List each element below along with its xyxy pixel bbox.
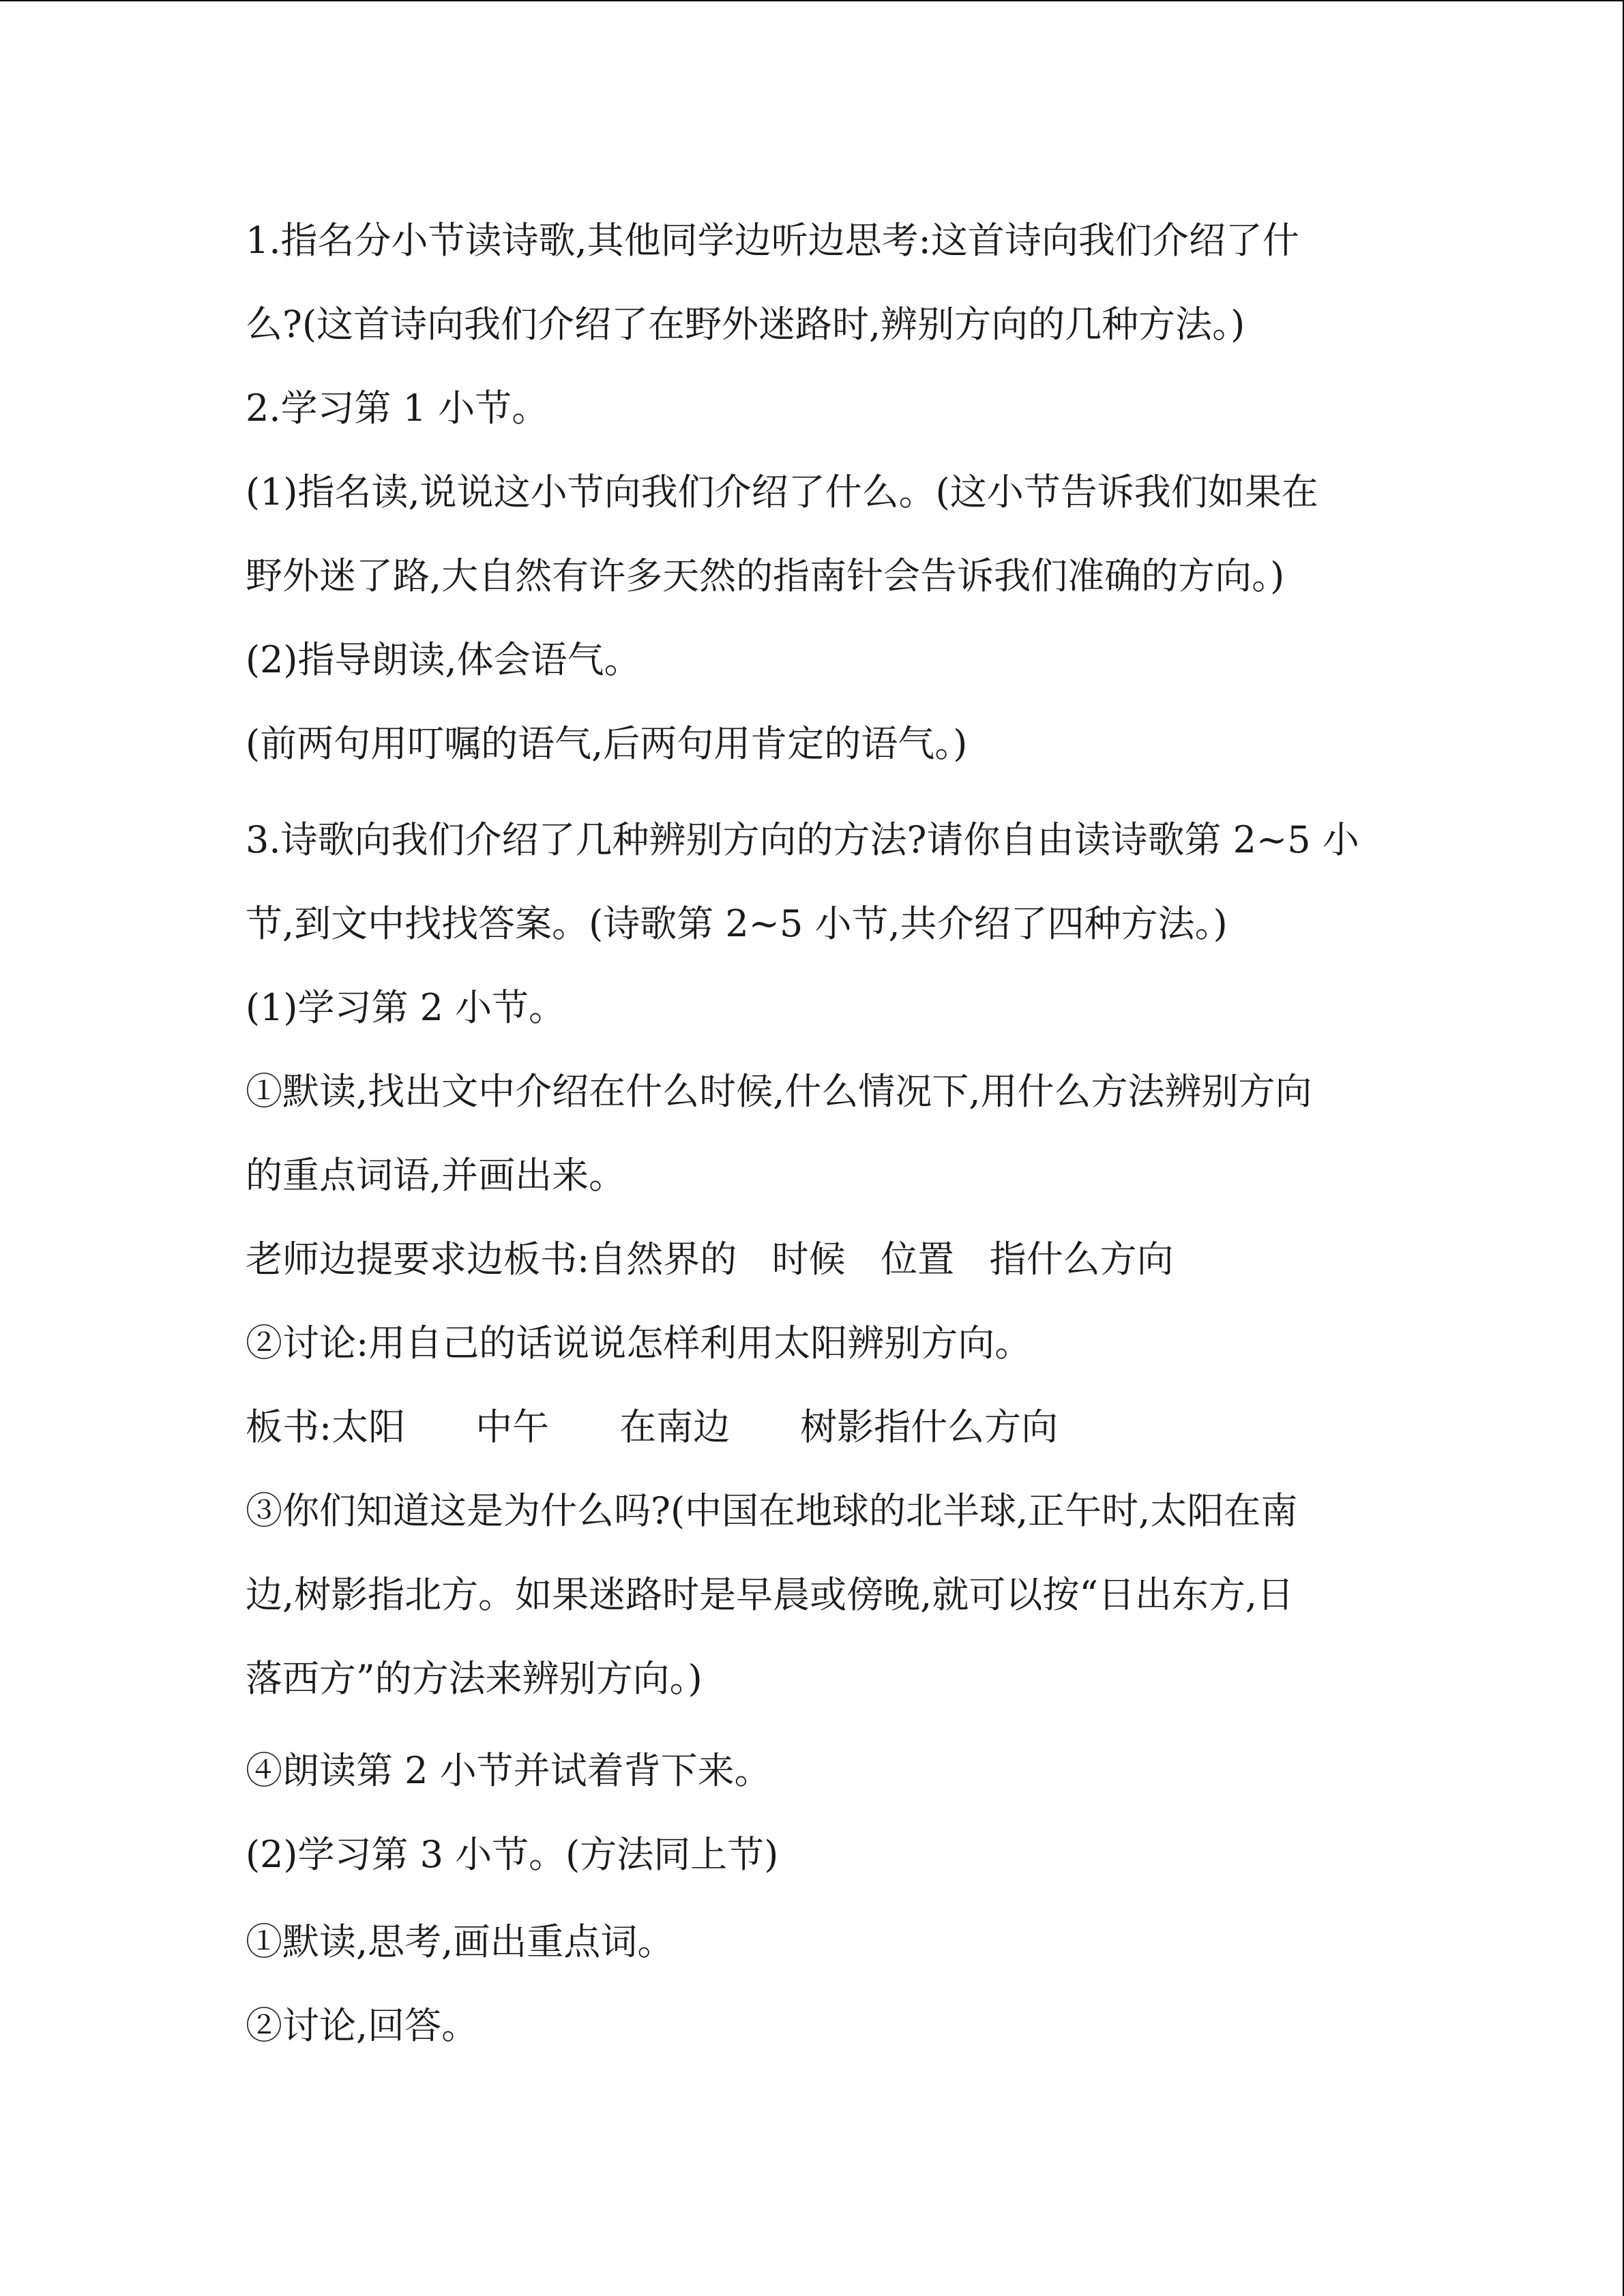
text-line: 的重点词语,并画出来。 <box>246 1154 626 1197</box>
text-line: (前两句用叮嘱的语气,后两句用肯定的语气。) <box>246 722 968 765</box>
text-line: 节,到文中找找答案。(诗歌第 2~5 小节,共介绍了四种方法。) <box>246 902 1228 945</box>
text-line: ④朗读第 2 小节并试着背下来。 <box>246 1749 771 1792</box>
text-line: 落西方”的方法来辨别方向。) <box>246 1657 703 1700</box>
text-line: 板书:太阳 中午 在南边 树影指什么方向 <box>246 1405 1059 1448</box>
text-line: 2.学习第 1 小节。 <box>246 387 549 430</box>
text-line: (1)指名读,说说这小节向我们介绍了什么。(这小节告诉我们如果在 <box>246 471 1318 513</box>
text-line: 1.指名分小节读诗歌,其他同学边听边思考:这首诗向我们介绍了什 <box>246 219 1299 262</box>
text-line: ②讨论,回答。 <box>246 2004 479 2047</box>
document-page <box>246 0 1378 2296</box>
text-line: ①默读,思考,画出重点词。 <box>246 1920 675 1963</box>
text-line: 老师边提要求边板书:自然界的 时候 位置 指什么方向 <box>246 1238 1174 1281</box>
text-line: 么?(这首诗向我们介绍了在野外迷路时,辨别方向的几种方法。) <box>246 303 1245 346</box>
text-line: 3.诗歌向我们介绍了几种辨别方向的方法?请你自由读诗歌第 2~5 小 <box>246 818 1359 861</box>
text-line: 野外迷了路,大自然有许多天然的指南针会告诉我们准确的方向。) <box>246 554 1285 597</box>
text-line: ①默读,找出文中介绍在什么时候,什么情况下,用什么方法辨别方向 <box>246 1070 1312 1113</box>
text-line: (2)指导朗读,体会语气。 <box>246 638 641 681</box>
text-line: ②讨论:用自己的话说说怎样利用太阳辨别方向。 <box>246 1322 1032 1365</box>
text-line: 边,树影指北方。如果迷路时是早晨或傍晚,就可以按“日出东方,日 <box>246 1573 1295 1616</box>
text-line: (1)学习第 2 小节。 <box>246 986 566 1029</box>
text-line: (2)学习第 3 小节。(方法同上节) <box>246 1833 779 1876</box>
text-line: ③你们知道这是为什么吗?(中国在地球的北半球,正午时,太阳在南 <box>246 1489 1298 1532</box>
